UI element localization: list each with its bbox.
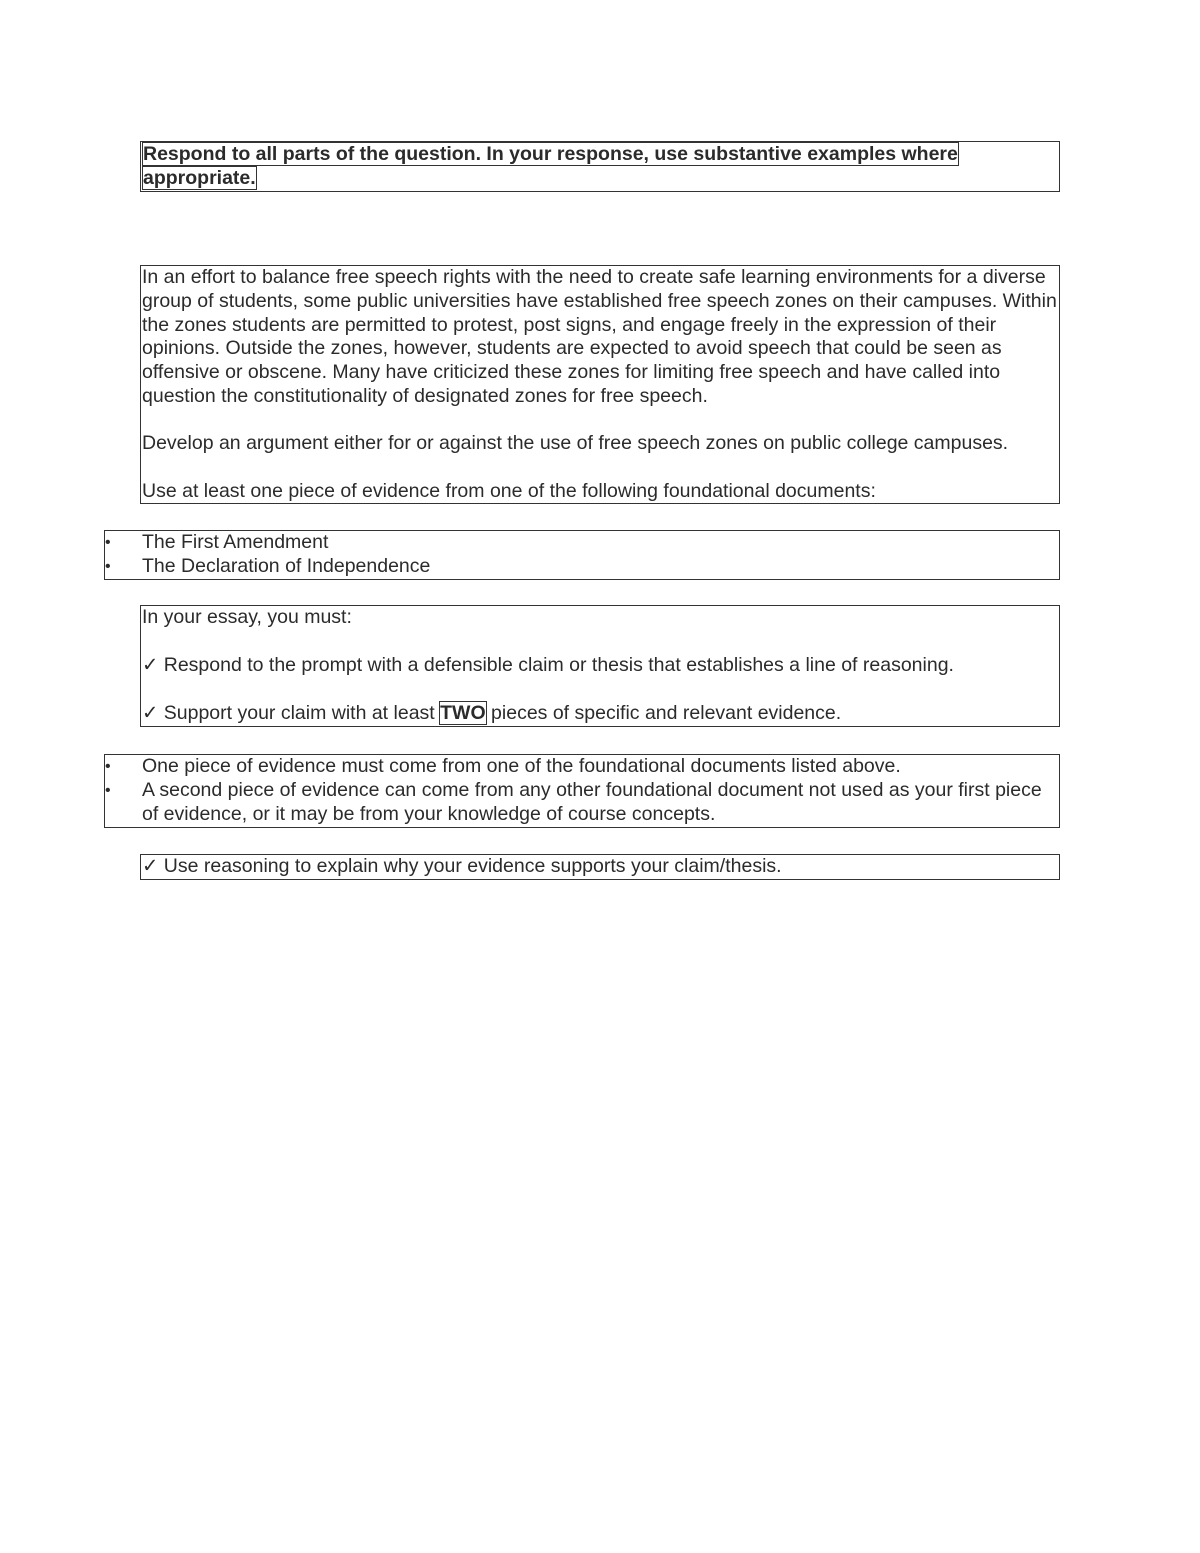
list-item [105, 555, 1059, 579]
document-name: The Declaration of Independence [142, 554, 431, 577]
requirement-evidence-lead: ✓ Support your claim with at least [142, 701, 441, 724]
list-item [105, 755, 1059, 779]
list-item [105, 531, 1059, 555]
emphasis-two: TWO [440, 701, 486, 724]
prompt-paragraph-task: Develop an argument either for or against the use of free speech zones on public college campuses. [142, 432, 1009, 455]
prompt-box [140, 265, 1060, 504]
evidence-rule: One piece of evidence must come from one of the foundational documents listed above. [142, 755, 901, 777]
bullet-icon: • [105, 534, 111, 551]
list-item [105, 779, 1059, 827]
document-name: The First Amendment [142, 531, 329, 553]
instructions-line-2: appropriate. [143, 166, 256, 189]
requirement-reasoning: ✓ Use reasoning to explain why your evidence supports your claim/thesis. [142, 855, 782, 877]
requirement-evidence-tail: pieces of specific and relevant evidence. [485, 701, 842, 724]
instructions-line-1: Respond to all parts of the question. In your response, use substantive examples where [143, 143, 958, 165]
reasoning-requirement-box [140, 854, 1060, 880]
evidence-rule: A second piece of evidence can come from any other foundational document not used as your first piece of evidence, or it may be from your knowledge of course concepts. [142, 778, 1042, 825]
bullet-icon: • [105, 758, 111, 775]
evidence-rules-list [104, 754, 1060, 828]
requirement-evidence [142, 702, 1059, 726]
bullet-icon: • [105, 781, 111, 799]
bullet-icon: • [105, 557, 111, 575]
essay-requirements-box [140, 605, 1060, 727]
essay-intro: In your essay, you must: [142, 606, 352, 628]
foundational-documents-list [104, 530, 1060, 580]
prompt-paragraph-evidence: Use at least one piece of evidence from one of the following foundational documents: [142, 479, 876, 502]
prompt-paragraph-context: In an effort to balance free speech rights with the need to create safe learning environments for a diverse group of students, some public universities have established free speech zones on their campuses. Within the zones students are permitted to protest, post signs, and engage freely in the expression of their opinions. Outside the zones, however, students are expected to avoid speech that could be seen as offensive or obscene. Many have criticized these zones for limiting free speech and have called into question the constitutionality of designated zones for free speech. [142, 266, 1057, 407]
requirement-claim: ✓ Respond to the prompt with a defensible claim or thesis that establishes a line of reasoning. [142, 653, 954, 676]
instructions-box [140, 141, 1060, 192]
